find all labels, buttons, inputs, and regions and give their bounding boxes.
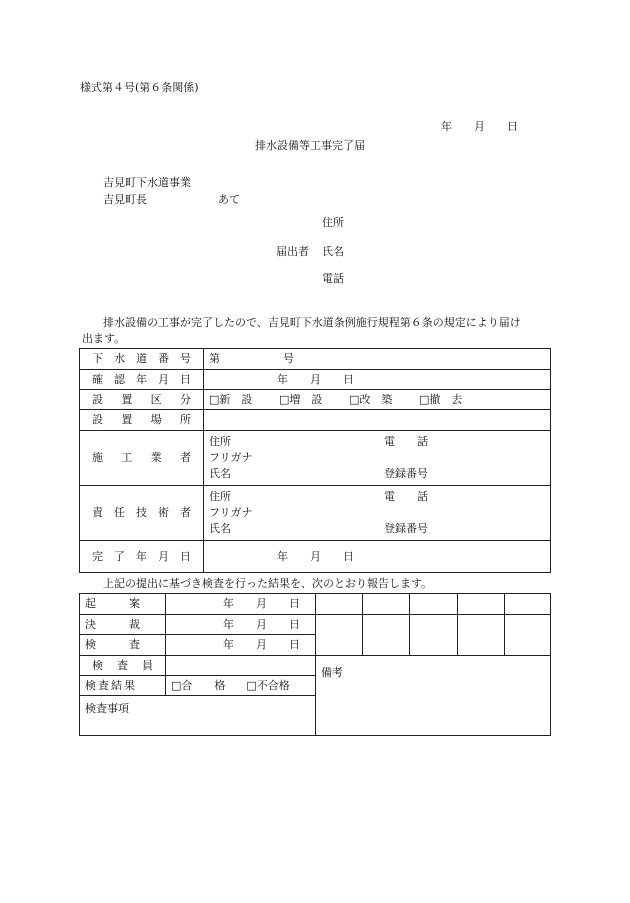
engineer-reg-label: 登録番号 — [384, 522, 428, 535]
applicant-name-label: 氏名 — [322, 245, 344, 258]
row-category — [80, 390, 551, 410]
stamp-box-1[interactable] — [316, 594, 363, 615]
result-cell — [166, 676, 316, 696]
category-label: 設置区分 — [80, 390, 204, 410]
complete-date-label: 完了年月日 — [80, 541, 204, 573]
applicant-address-label: 住所 — [322, 216, 344, 229]
kensa-date-template: 年 月 日 — [223, 638, 300, 651]
stamp-seal-4[interactable] — [458, 615, 505, 656]
body-text-line2: 出ます。 — [82, 332, 126, 345]
engineer-label: 責任技術者 — [80, 486, 204, 541]
complete-date-template: 年 月 日 — [277, 549, 354, 563]
sewer-number-dai: 第 — [209, 352, 220, 365]
contractor-cell[interactable] — [204, 431, 551, 486]
category-option-remove[interactable]: □撤 去 — [419, 392, 463, 406]
inspector-cell[interactable] — [166, 656, 316, 676]
row-confirm-date — [80, 370, 551, 390]
kian-label: 起 案 — [80, 594, 166, 615]
result-label: 検査結果 — [80, 676, 166, 696]
stamp-box-5[interactable] — [505, 594, 551, 615]
remarks-cell[interactable] — [316, 656, 551, 736]
applicant-phone-label: 電話 — [322, 272, 344, 285]
main-table — [79, 348, 551, 573]
row-location — [80, 410, 551, 431]
inspection-table — [79, 593, 551, 736]
location-cell[interactable] — [204, 410, 551, 431]
contractor-phone-label: 電 話 — [384, 435, 428, 448]
row-inspector — [80, 656, 551, 676]
stamp-seal-1[interactable] — [316, 615, 363, 656]
stamp-box-4[interactable] — [458, 594, 505, 615]
stamp-seal-2[interactable] — [363, 615, 410, 656]
document-title: 排水設備等工事完了届 — [255, 139, 365, 152]
location-label: 設置場所 — [80, 410, 204, 431]
row-contractor — [80, 431, 551, 486]
stamp-box-2[interactable] — [363, 594, 410, 615]
report-text: 上記の提出に基づき検査を行った結果を、次のとおり報告します。 — [103, 577, 433, 590]
row-complete-date — [80, 541, 551, 573]
engineer-furigana-label: フリガナ — [209, 506, 253, 519]
remarks-label: 備考 — [321, 666, 343, 679]
result-pass-option[interactable]: □合 格 — [171, 678, 226, 692]
category-option-rebuild[interactable]: □改 築 — [349, 392, 393, 406]
kian-date-template: 年 月 日 — [223, 597, 300, 610]
contractor-name-label: 氏名 — [209, 467, 231, 480]
kessai-label: 決 裁 — [80, 615, 166, 635]
items-label: 検査事項 — [85, 702, 129, 715]
kessai-date-template: 年 月 日 — [223, 617, 300, 631]
confirm-date-cell[interactable] — [204, 370, 551, 390]
row-kian — [80, 594, 551, 615]
items-cell[interactable] — [80, 696, 316, 736]
stamp-box-3[interactable] — [410, 594, 458, 615]
row-kessai — [80, 615, 551, 635]
addressee-ate: あて — [218, 193, 240, 206]
stamp-seal-5[interactable] — [505, 615, 551, 656]
form-number: 様式第４号(第６条関係) — [80, 81, 199, 94]
stamp-seal-3[interactable] — [410, 615, 458, 656]
confirm-date-label: 確認年月日 — [80, 370, 204, 390]
category-option-extend[interactable]: □増 設 — [279, 392, 323, 406]
confirm-date-template: 年 月 日 — [277, 372, 354, 386]
category-cell — [204, 390, 551, 410]
sewer-number-go: 号 — [283, 352, 294, 365]
body-text-line1: 排水設備の工事が完了したので、吉見町下水道条例施行規程第６条の規定により届け — [103, 316, 521, 329]
kensa-date[interactable] — [166, 635, 316, 656]
addressee-mayor: 吉見町長 — [103, 193, 147, 206]
kian-date[interactable] — [166, 594, 316, 615]
category-option-new[interactable]: □新 設 — [209, 392, 253, 406]
inspector-label: 検査員 — [80, 656, 166, 676]
contractor-reg-label: 登録番号 — [384, 467, 428, 480]
addressee-org: 吉見町下水道事業 — [103, 176, 191, 189]
row-engineer — [80, 486, 551, 541]
sewer-number-cell[interactable] — [204, 349, 551, 370]
row-sewer-number — [80, 349, 551, 370]
contractor-furigana-label: フリガナ — [209, 451, 253, 464]
sewer-number-label: 下水道番号 — [80, 349, 204, 370]
complete-date-cell[interactable] — [204, 541, 551, 573]
date-line: 年 月 日 — [441, 120, 518, 133]
contractor-address-label: 住所 — [209, 435, 231, 448]
engineer-cell[interactable] — [204, 486, 551, 541]
engineer-address-label: 住所 — [209, 490, 231, 503]
engineer-name-label: 氏名 — [209, 522, 231, 535]
kensa-label: 検 査 — [80, 635, 166, 656]
kessai-date[interactable] — [166, 615, 316, 635]
contractor-label: 施工業者 — [80, 431, 204, 486]
result-fail-option[interactable]: □不合格 — [246, 678, 290, 692]
applicant-role-label: 届出者 — [276, 245, 309, 258]
engineer-phone-label: 電 話 — [384, 490, 428, 503]
